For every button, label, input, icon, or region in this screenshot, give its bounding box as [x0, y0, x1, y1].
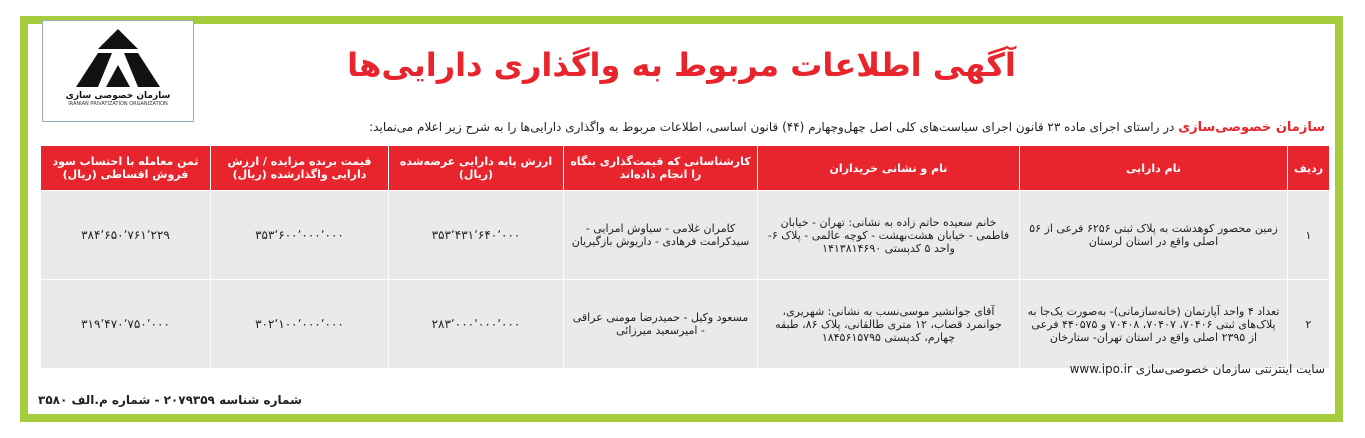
website-line: سایت اینترنتی سازمان خصوصی‌سازی www.ipo.ir: [1069, 362, 1325, 376]
cell-asset-name: تعداد ۴ واحد آپارتمان (خانه‌سازمانی)- به‌صورت یک‌جا به پلاک‌های ثبتی ۷۰۴۰۶، ۷۰۴۰۷، ۷۰۴۰۸ و ۴۴۰۵۷۵ فرعی از ۲۳۹۵ اصلی واقع در استان تهران- ستارخان: [1020, 280, 1288, 369]
logo-subtitle: IRANIAN PRIVATIZATION ORGANIZATION: [68, 101, 168, 107]
header-installment-price: ثمن معامله با احتساب سود فروش اقساطی (ریال): [41, 146, 211, 191]
ad-frame: [20, 16, 1343, 422]
cell-row-number: ۲: [1288, 280, 1330, 369]
cell-buyer: آقای جوانشیر موسی‌نسب به نشانی: شهریری، جوانمرد قصاب، ۱۲ متری طالقانی، پلاک ۸۶، طبقه چهارم، کدپستی ۱۸۴۵۶۱۵۷۹۵: [758, 280, 1020, 369]
cell-installment-price: ۳۸۴٬۶۵۰٬۷۶۱٬۲۲۹: [41, 191, 211, 280]
intro-org: سازمان خصوصی‌سازی: [1178, 120, 1325, 135]
cell-asset-name: زمین محصور کوهدشت به پلاک ثبتی ۶۲۵۶ فرعی از ۵۶ اصلی واقع در استان لرستان: [1020, 191, 1288, 280]
cell-row-number: ۱: [1288, 191, 1330, 280]
ad-body: [28, 24, 1335, 414]
table-row: [41, 280, 1330, 369]
cell-base-value: ۲۸۳٬۰۰۰٬۰۰۰٬۰۰۰: [389, 280, 564, 369]
header-winning-price: قیمت برنده مزایده / ارزش دارایی واگذارشده (ریال): [211, 146, 389, 191]
table-row: [41, 191, 1330, 280]
assets-table: [40, 145, 1330, 369]
table-header-row: [41, 146, 1330, 191]
cell-winning-price: ۳۰۲٬۱۰۰٬۰۰۰٬۰۰۰: [211, 280, 389, 369]
header-experts: کارشناسانی که قیمت‌گذاری بنگاه را انجام داده‌اند: [564, 146, 758, 191]
privatization-logo-icon: [68, 27, 168, 89]
cell-buyer: خانم سعیده حاتم زاده به نشانی: تهران - خیابان فاطمی - خیابان هشت‌بهشت - کوچه عالمی - پلاک ۶- واحد ۵ کدپستی ۱۴۱۳۸۱۴۶۹۰: [758, 191, 1020, 280]
intro-text: در راستای اجرای ماده ۲۳ قانون اجرای سیاست‌های کلی اصل چهل‌وچهارم (۴۴) قانون اساسی، اطلاعات مربوط به واگذاری دارایی‌ها را به شرح زیر اعلام می‌نماید:: [369, 120, 1179, 134]
header-row-number: ردیف: [1288, 146, 1330, 191]
intro-paragraph: [38, 120, 1325, 135]
header-asset-name: نام دارایی: [1020, 146, 1288, 191]
cell-installment-price: ۳۱۹٬۴۷۰٬۷۵۰٬۰۰۰: [41, 280, 211, 369]
logo-text: سازمان خصوصی سازی: [65, 91, 171, 101]
header-base-value: ارزش پایه دارایی عرضه‌شده (ریال): [389, 146, 564, 191]
cell-experts: مسعود وکیل - حمیدرضا مومنی عراقی - امیرسعید میرزائی: [564, 280, 758, 369]
cell-winning-price: ۳۵۳٬۶۰۰٬۰۰۰٬۰۰۰: [211, 191, 389, 280]
registration-number: شماره شناسه ۲۰۷۹۳۵۹ - شماره م.الف ۳۵۸۰: [38, 393, 302, 407]
cell-base-value: ۳۵۳٬۴۳۱٬۶۴۰٬۰۰۰: [389, 191, 564, 280]
logo: [42, 20, 194, 122]
cell-experts: کامران غلامی - سیاوش امرایی - سیدکرامت فرهادی - داریوش بازگیریان: [564, 191, 758, 280]
ad-title: آگهی اطلاعات مربوط به واگذاری دارایی‌ها: [347, 46, 1016, 84]
header-buyer: نام و نشانی خریداران: [758, 146, 1020, 191]
